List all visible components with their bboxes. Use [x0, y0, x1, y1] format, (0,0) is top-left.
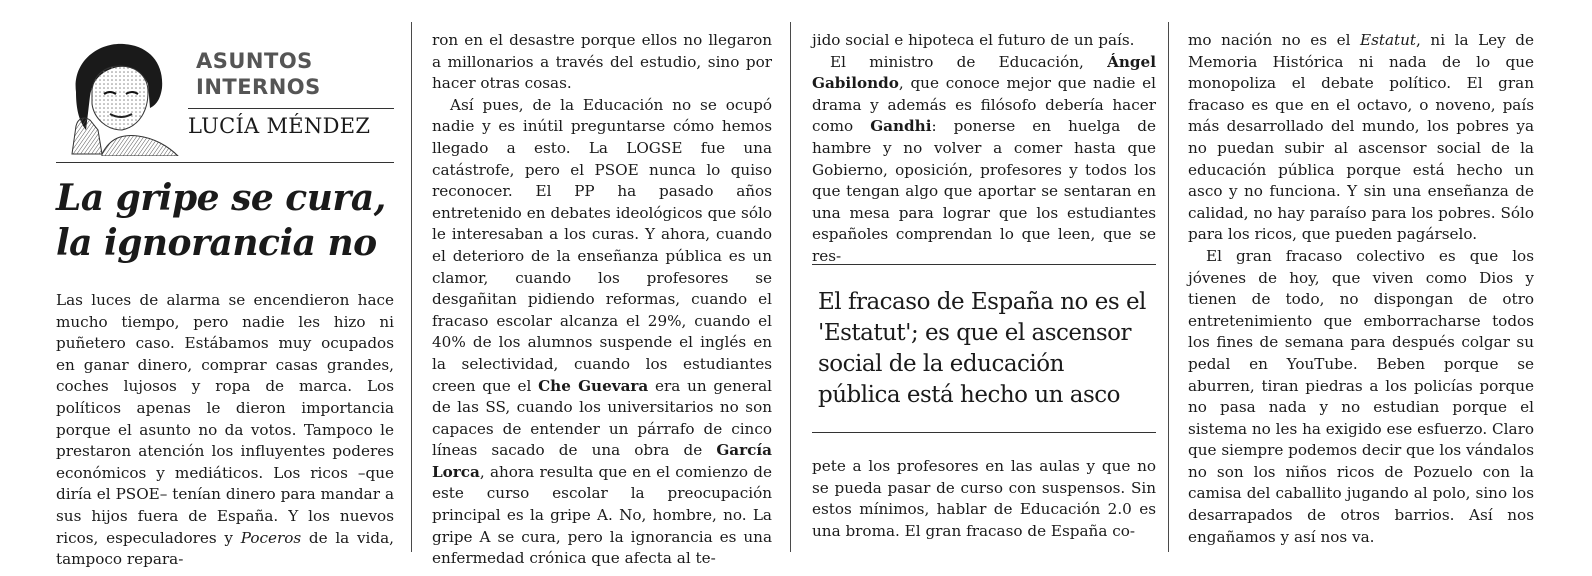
column-rule — [1168, 22, 1169, 552]
body-bold-name: Che Guevara — [538, 376, 649, 395]
pullquote-line2: 'Estatut'; es que el ascensor — [818, 320, 1131, 346]
body-paragraph — [812, 52, 1156, 268]
pullquote-line3: social de la educación — [818, 351, 1064, 377]
body-column-3-bottom — [812, 456, 1156, 542]
byline-rule — [188, 108, 394, 109]
body-paragraph: pete a los profesores en las aulas y que no se pueda pasar de curso con suspensos. Sin estos mínimos, hablar de Educación 2.0 es una broma. El gran fracaso de España co- — [812, 457, 1156, 540]
body-paragraph: ron en el desastre porque ellos no llegaron a millonarios a través del estudio, sino por hacer otras cosas. — [432, 31, 772, 93]
body-text: , ni la Ley de Memoria Histórica ni nada de lo que monopoliza el debate político. El gran fracaso es que en el octavo, o noveno, país más desarrollado del mundo, los pobres ya no puedan subir al ascensor social de la educación pública porque está hecho un asco y no funciona. Y sin una enseñanza de calidad, no hay paraíso para los pobres. Sólo para los ricos, que pueden pagárselo. — [1188, 31, 1534, 244]
body-column-1 — [56, 290, 394, 571]
body-text: de la vida, tampoco repara- — [56, 528, 394, 569]
body-paragraph — [432, 95, 772, 570]
body-text: Así pues, de la Educación no se ocupó nadie y es inútil preguntarse cómo hemos llegado a esto. La LOGSE fue una catástrofe, pero el PSOE nunca lo quiso reconocer. El PP ha pasado años entretenido en debates ideológicos que sólo le interesaban a los curas. Y ahora, cuando el deterioro de la enseñanza pública es un clamor, cuando los profesores se desgañitan pidiendo reformas, cuando el fracaso escolar alcanza el 29%, cuando el 40% de los alumnos suspende el inglés en la selectividad, cuando los estudiantes creen que el — [432, 95, 772, 395]
body-bold-name: García Lorca — [432, 441, 772, 481]
pullquote-rule-top — [812, 264, 1156, 265]
body-paragraph — [56, 290, 394, 571]
body-column-4 — [1188, 30, 1534, 548]
body-text: , que conoce mejor que nadie el drama y además es filósofo debería hacer como — [812, 74, 1156, 136]
body-text: mo nación no es el — [1188, 31, 1360, 49]
author-byline: LUCÍA MÉNDEZ — [188, 114, 371, 138]
body-column-3-top — [812, 30, 1156, 268]
body-paragraph: jido social e hipoteca el futuro de un país. — [812, 31, 1135, 49]
pullquote-line4: pública está hecho un asco — [818, 382, 1121, 408]
section-kicker — [196, 48, 321, 100]
pullquote-line1: El fracaso de España no es el — [818, 289, 1146, 315]
author-portrait — [58, 34, 180, 156]
pull-quote — [818, 287, 1158, 411]
body-text: , ahora resulta que en el comienzo de este curso escolar la preocupación principal es la gripe A. No, hombre, no. La gripe A se cura, pero la ignorancia es una enfermedad crónica que afecta al te- — [432, 462, 772, 568]
body-bold-name: Ángel Gabilondo — [812, 52, 1156, 93]
headline-line1: La gripe se cura, — [56, 177, 386, 219]
body-text: : ponerse en huelga de hambre y no volver a comer hasta que Gobierno, oposición, profesores y todos los que tengan algo que aportar se sentaran en una mesa para lograr que los estudiantes españoles comprendan lo que leen, que se res- — [812, 117, 1156, 265]
body-paragraph: El gran fracaso colectivo es que los jóvenes de hoy, que viven como Dios y tienen de todo, no dispongan de otro entretenimiento que emborracharse todos los fines de semana para después colgar su pedal en YouTube. Beben porque se aburren, tiran piedras a los policías porque no pasa nada y no estudian porque el sistema no les ha exigido ese esfuerzo. Claro que siempre podemos decir que los vándalos no son los niños ricos de Pozuelo con la camisa del caballito jugando al polo, sino los desarrapados de otros barrios. Así nos engañamos y así nos va. — [1188, 246, 1534, 546]
body-italic: Estatut — [1360, 31, 1417, 49]
column-rule — [411, 22, 412, 552]
pullquote-rule-bottom — [812, 432, 1156, 433]
portrait-drawing — [58, 34, 180, 156]
body-column-2 — [432, 30, 772, 570]
section-kicker-line1: ASUNTOS — [196, 49, 313, 73]
headline-line2: la ignorancia no — [56, 222, 377, 264]
body-italic: Poceros — [240, 528, 302, 547]
column-rule — [790, 22, 791, 552]
section-kicker-line2: INTERNOS — [196, 75, 321, 99]
body-bold-name: Gandhi — [870, 117, 932, 136]
body-paragraph — [1188, 30, 1534, 246]
byline-rule-bottom — [56, 162, 394, 163]
article-headline — [56, 176, 396, 266]
body-text: El ministro de Educación, — [830, 52, 1108, 71]
body-text: Las luces de alarma se encendieron hace mucho tiempo, pero nadie les hizo ni puñetero caso. Estábamos muy ocupados en ganar dinero, comprar casas grandes, coches lujosos y ropa de marca. Los políticos apenas le dieron importancia porque el asunto no da votos. Tampoco le prestaron atención los influyentes poderes económicos y mediáticos. Los ricos –que diría el PSOE– tenían dinero para mandar a sus hijos fuera de España. Y los nuevos ricos, especuladores y — [56, 291, 394, 547]
body-text: era un general de las SS, cuando los universitarios no son capaces de entender un párrafo de cinco líneas sacado de una obra de — [432, 376, 773, 460]
